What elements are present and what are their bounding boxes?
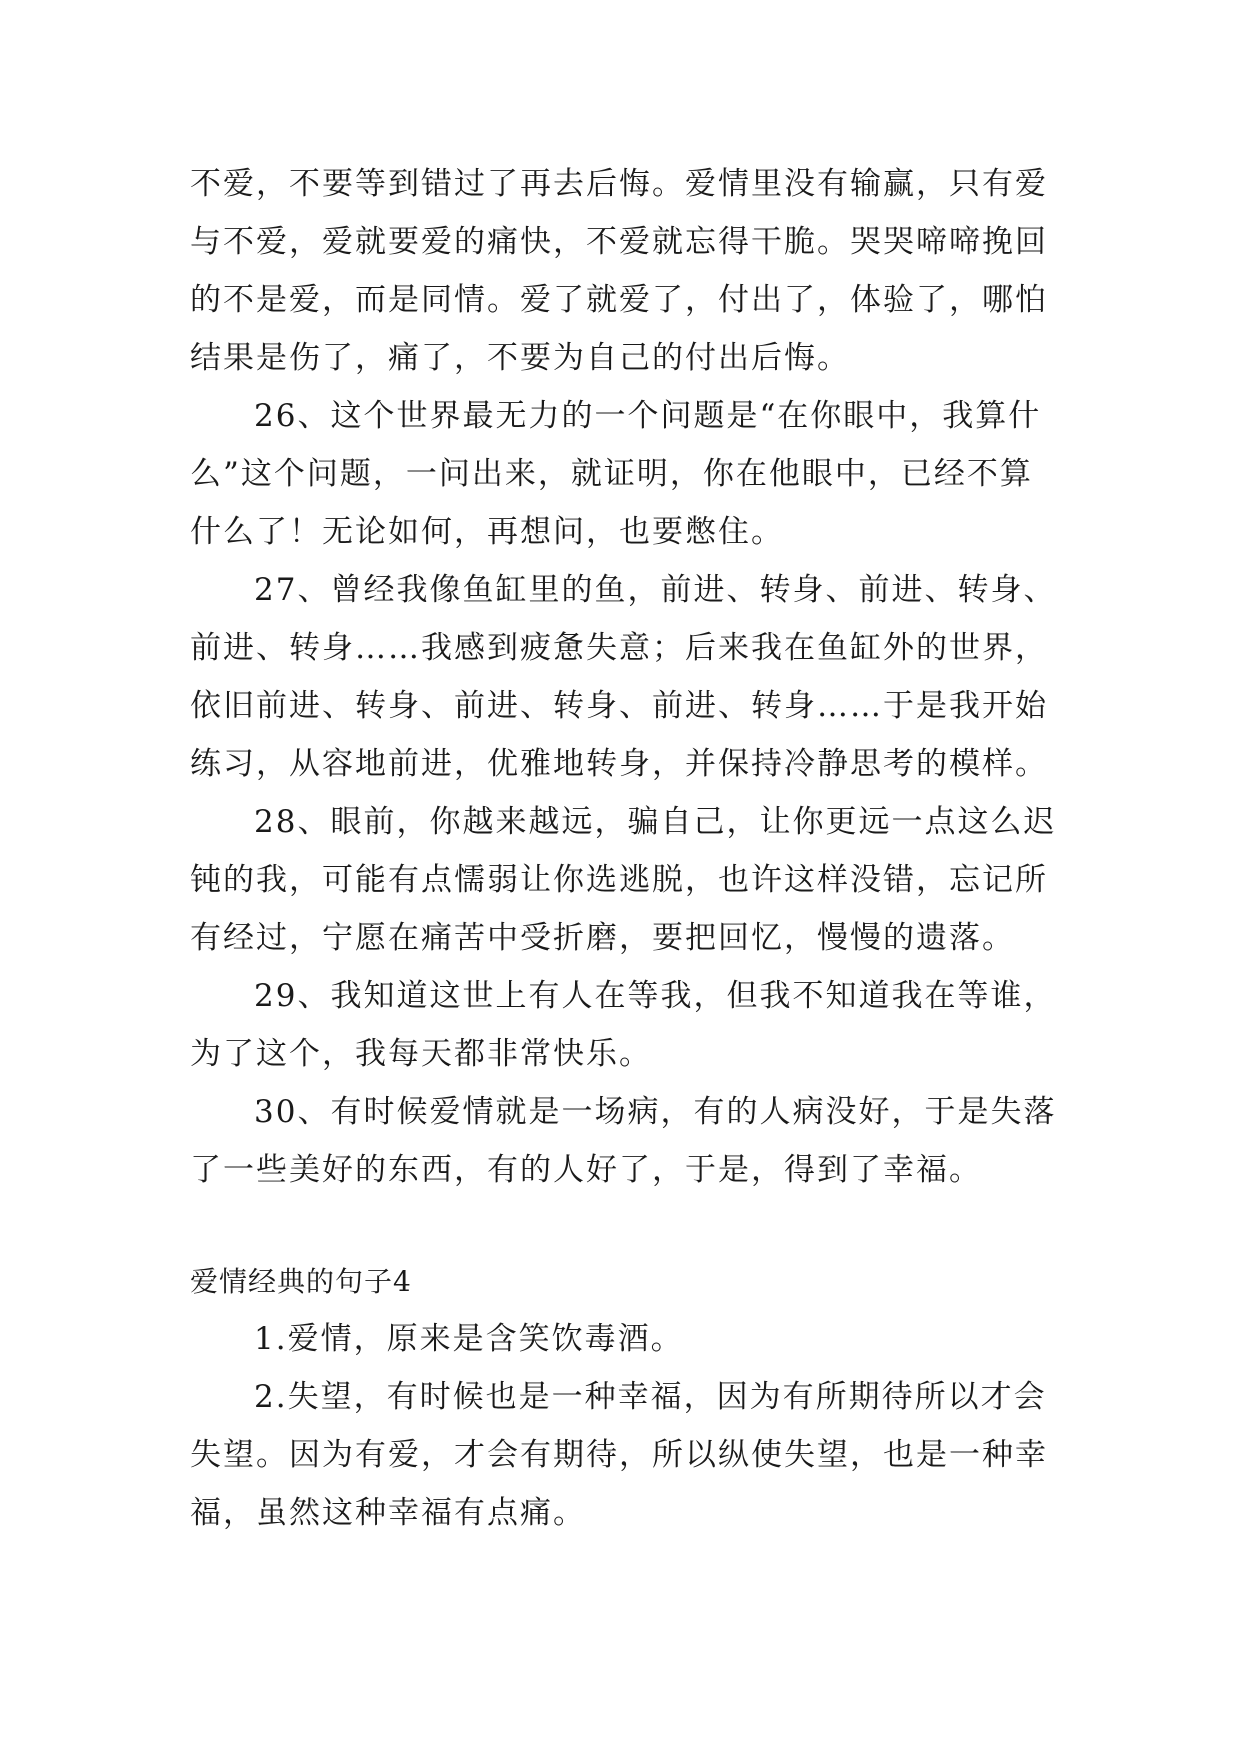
text-line: 1.爱情，原来是含笑饮毒酒。	[254, 1321, 684, 1357]
text-line: 29、我知道这世上有人在等我，但我不知道我在等谁，	[254, 978, 1057, 1014]
text-line: 结果是伤了，痛了，不要为自己的付出后悔。	[190, 340, 850, 376]
paragraph-section-item-1	[190, 1310, 1070, 1368]
text-line: 2.失望，有时候也是一种幸福，因为有所期待所以才会	[254, 1379, 1047, 1415]
text-line: 钝的我，可能有点懦弱让你选逃脱，也许这样没错，忘记所	[190, 862, 1048, 898]
paragraph-item-26	[190, 387, 1070, 561]
paragraph-item-30	[190, 1083, 1070, 1199]
text-line: 不爱，不要等到错过了再去后悔。爱情里没有输赢，只有爱	[190, 166, 1048, 202]
text-line: 27、曾经我像鱼缸里的鱼，前进、转身、前进、转身、	[254, 572, 1057, 608]
paragraph-continued	[190, 155, 1070, 387]
text-line: 30、有时候爱情就是一场病，有的人病没好，于是失落	[254, 1094, 1057, 1130]
text-line: 练习，从容地前进，优雅地转身，并保持冷静思考的模样。	[190, 746, 1048, 782]
paragraph-item-27	[190, 561, 1070, 793]
paragraph-item-28	[190, 793, 1070, 967]
text-line: 么”这个问题，一问出来，就证明，你在他眼中，已经不算	[190, 456, 1033, 492]
text-line: 与不爱，爱就要爱的痛快，不爱就忘得干脆。哭哭啼啼挽回	[190, 224, 1048, 260]
text-line: 的不是爱，而是同情。爱了就爱了，付出了，体验了，哪怕	[190, 282, 1048, 318]
section-heading: 爱情经典的句子4	[190, 1265, 412, 1298]
paragraph-section-item-2	[190, 1368, 1070, 1542]
text-line: 28、眼前，你越来越远，骗自己，让你更远一点这么迟	[254, 804, 1057, 840]
text-line: 26、这个世界最无力的一个问题是“在你眼中，我算什	[254, 398, 1042, 434]
section-text-block	[190, 1310, 1070, 1542]
text-line: 有经过，宁愿在痛苦中受折磨，要把回忆，慢慢的遗落。	[190, 920, 1015, 956]
main-text-block	[190, 155, 1070, 1199]
text-line: 了一些美好的东西，有的人好了，于是，得到了幸福。	[190, 1152, 982, 1188]
text-line: 什么了！无论如何，再想问，也要憋住。	[190, 514, 784, 550]
text-line: 福，虽然这种幸福有点痛。	[190, 1495, 586, 1531]
text-line: 为了这个，我每天都非常快乐。	[190, 1036, 652, 1072]
text-line: 失望。因为有爱，才会有期待，所以纵使失望，也是一种幸	[190, 1437, 1048, 1473]
text-line: 依旧前进、转身、前进、转身、前进、转身……于是我开始	[190, 688, 1048, 724]
paragraph-item-29	[190, 967, 1070, 1083]
text-line: 前进、转身……我感到疲惫失意；后来我在鱼缸外的世界，	[190, 630, 1048, 666]
